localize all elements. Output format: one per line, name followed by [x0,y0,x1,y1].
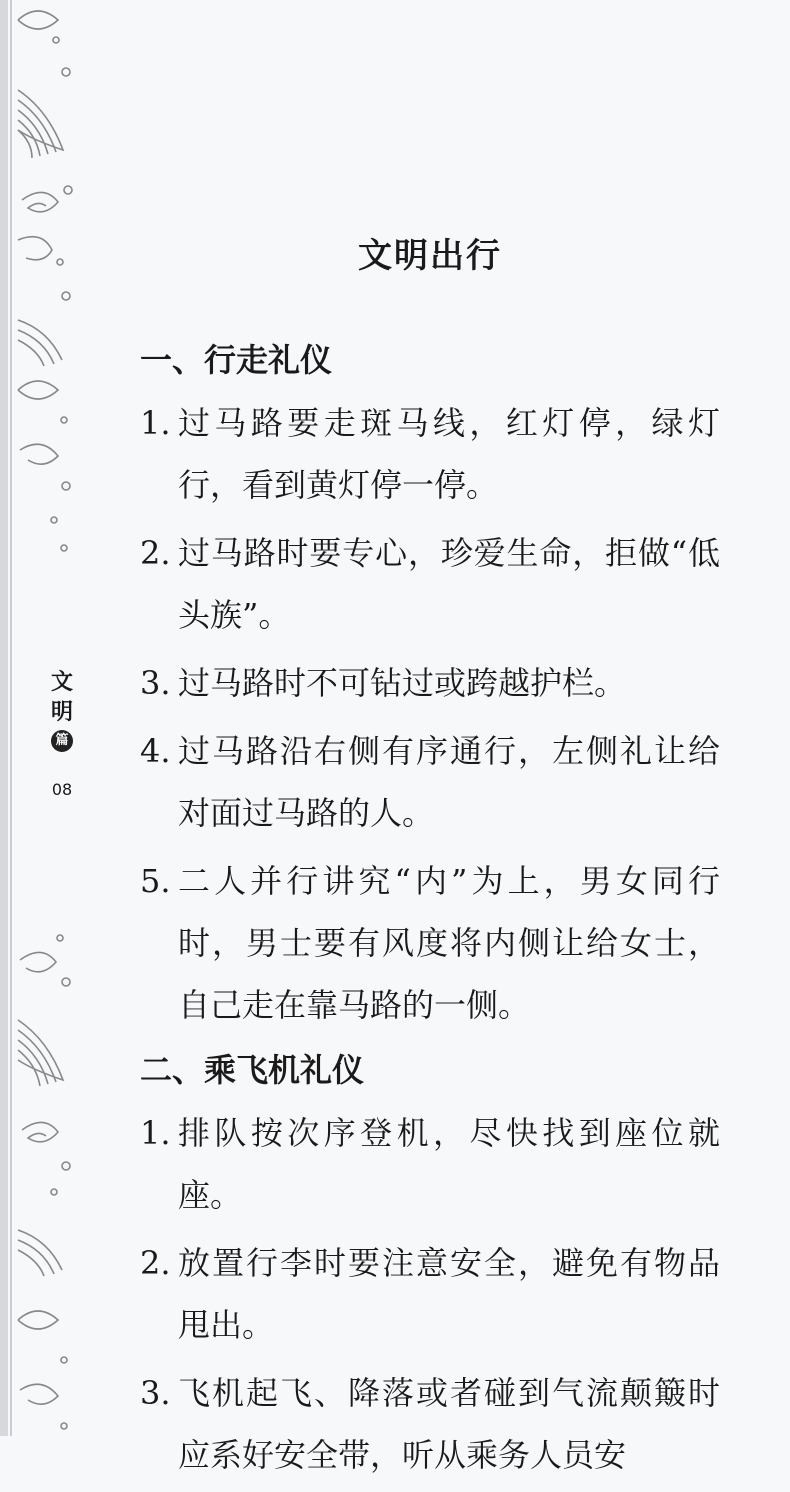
item-number: 1. [140,1114,171,1152]
cloud-wave-icon [8,0,78,560]
list-item [140,720,720,844]
item-text: 过马路要走斑马线，红灯停，绿灯行，看到黄灯停一停。 [178,404,720,504]
list-item [140,392,720,516]
item-number: 5. [140,862,171,900]
item-text: 过马路时不可钻过或跨越护栏。 [178,664,627,702]
chapter-badge: 篇 [51,730,73,752]
side-label-char: 文 [50,670,73,695]
item-number: 2. [140,534,171,572]
item-text: 二人并行讲究“内”为上，男女同行时，男士要有风度将内侧让给女士，自己走在靠马路的一侧。 [178,862,720,1024]
item-text: 过马路时要专心，珍爱生命，拒做“低头族”。 [178,534,720,634]
item-number: 1. [140,404,171,442]
list-item [140,1362,720,1486]
list-item [140,1232,720,1356]
section-heading: 一、行走礼仪 [140,341,333,379]
list-item [140,652,720,714]
item-text: 过马路沿右侧有序通行，左侧礼让给对面过马路的人。 [178,732,720,832]
item-text: 飞机起飞、降落或者碰到气流颠簸时应系好安全带，听从乘务人员安 [178,1374,720,1474]
side-label-char: 明 [50,700,73,725]
item-number: 2. [140,1244,171,1282]
page-title: 文明出行 [358,236,502,276]
item-text: 排队按次序登机，尽快找到座位就座。 [178,1114,720,1214]
page-number: 08 [51,780,73,799]
item-number: 3. [140,1374,171,1412]
item-number: 4. [140,732,171,770]
item-number: 3. [140,664,171,702]
main-content [140,332,720,1492]
book-spine [0,0,8,1436]
list-item [140,1102,720,1226]
section-flight-etiquette [140,1042,720,1486]
section-walking-etiquette [140,332,720,1036]
list-item [140,522,720,646]
section-side-label [42,668,82,752]
item-text: 放置行李时要注意安全，避免有物品甩出。 [178,1244,720,1344]
section-heading: 二、乘飞机礼仪 [140,1051,365,1089]
list-item [140,850,720,1036]
cloud-wave-icon [8,930,78,1436]
